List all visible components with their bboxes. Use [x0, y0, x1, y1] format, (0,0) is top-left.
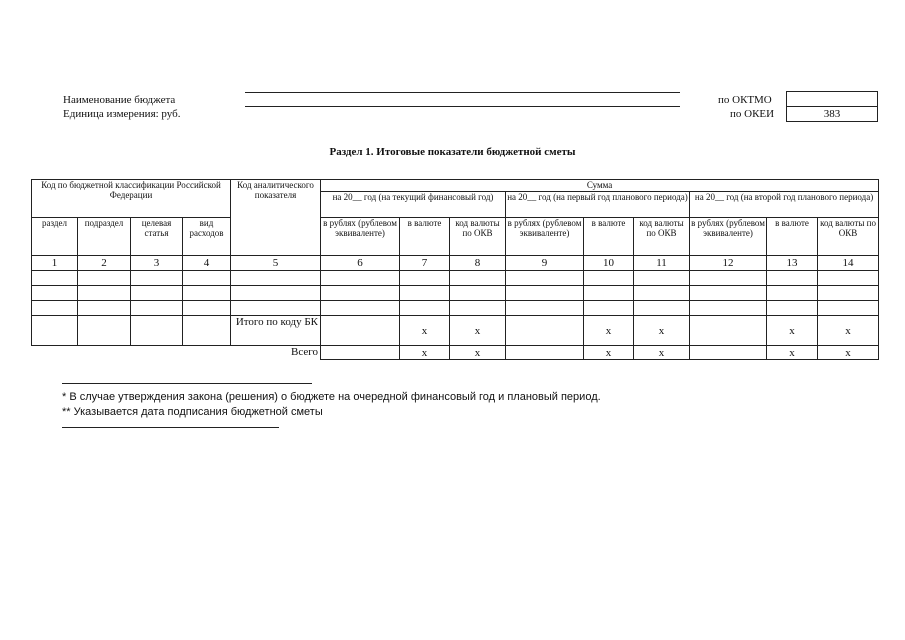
table-cell[interactable]: [131, 316, 183, 346]
header-podrazdel: подраздел: [78, 218, 131, 256]
table-cell[interactable]: [321, 286, 400, 301]
table-cell[interactable]: [321, 271, 400, 286]
table-cell[interactable]: [321, 301, 400, 316]
oktmo-label: по ОКТМО: [718, 94, 772, 106]
header-analytic-code: Код аналитического показателя: [231, 180, 321, 256]
total-by-bk-label: Итого по коду БК: [231, 316, 321, 346]
x-mark: х: [450, 316, 506, 346]
x-mark: х: [818, 346, 879, 360]
table-cell[interactable]: [183, 301, 231, 316]
column-number-row: [32, 256, 879, 271]
table-cell[interactable]: [183, 271, 231, 286]
footnote-2: ** Указывается дата подписания бюджетной сметы: [62, 406, 323, 418]
header-rub-equiv-1: в рублях (рублевом эквиваленте): [321, 218, 400, 256]
table-cell[interactable]: [818, 286, 879, 301]
col-number: 2: [78, 256, 131, 271]
unit-label: Единица измерения: руб.: [63, 108, 181, 120]
table-cell[interactable]: [584, 271, 634, 286]
oktmo-field[interactable]: [786, 91, 878, 107]
col-number: 11: [634, 256, 690, 271]
table-cell[interactable]: [231, 301, 321, 316]
col-number: 8: [450, 256, 506, 271]
footnote-1: * В случае утверждения закона (решения) о бюджете на очередной финансовый год и плановый период.: [62, 391, 601, 403]
signature-date-line: [62, 427, 279, 428]
table-cell[interactable]: [506, 286, 584, 301]
table-cell[interactable]: [690, 346, 767, 360]
x-mark: х: [450, 346, 506, 360]
table-cell[interactable]: [450, 301, 506, 316]
table-cell[interactable]: [183, 286, 231, 301]
table-cell[interactable]: [634, 301, 690, 316]
budget-name-label: Наименование бюджета: [63, 94, 176, 106]
col-number: 9: [506, 256, 584, 271]
header-expense-kind: вид расходов: [183, 218, 231, 256]
x-mark: х: [400, 316, 450, 346]
x-mark: х: [767, 346, 818, 360]
table-cell[interactable]: [183, 316, 231, 346]
table-cell[interactable]: [32, 316, 78, 346]
header-period-1: на 20__ год (на текущий финансовый год): [321, 192, 506, 218]
header-period-3: на 20__ год (на второй год планового периода): [690, 192, 879, 218]
table-row: [32, 286, 879, 301]
table-cell[interactable]: [818, 271, 879, 286]
table-cell[interactable]: [321, 346, 400, 360]
col-number: 12: [690, 256, 767, 271]
okei-label: по ОКЕИ: [730, 108, 775, 120]
header-rub-equiv-2: в рублях (рублевом эквиваленте): [506, 218, 584, 256]
x-mark: х: [634, 316, 690, 346]
col-number: 4: [183, 256, 231, 271]
footnote-separator: [62, 383, 312, 384]
x-mark: х: [584, 346, 634, 360]
table-cell[interactable]: [634, 271, 690, 286]
table-cell[interactable]: [584, 301, 634, 316]
okei-field[interactable]: 383: [786, 106, 878, 122]
header-okv-3: код валюты по ОКВ: [818, 218, 879, 256]
col-number: 1: [32, 256, 78, 271]
table-cell[interactable]: [32, 286, 78, 301]
table-cell[interactable]: [78, 271, 131, 286]
x-mark: х: [400, 346, 450, 360]
header-period-2: на 20__ год (на первый год планового периода): [506, 192, 690, 218]
header-okv-2: код валюты по ОКВ: [634, 218, 690, 256]
table-cell[interactable]: [400, 271, 450, 286]
section-title: Раздел 1. Итоговые показатели бюджетной сметы: [329, 146, 576, 158]
col-number: 7: [400, 256, 450, 271]
table-cell[interactable]: [131, 286, 183, 301]
table-row: [32, 301, 879, 316]
table-cell[interactable]: [506, 301, 584, 316]
table-cell[interactable]: [78, 301, 131, 316]
col-number: 3: [131, 256, 183, 271]
budget-name-line-bottom: [245, 106, 680, 107]
table-cell[interactable]: [690, 286, 767, 301]
header-currency-1: в валюте: [400, 218, 450, 256]
table-cell[interactable]: [131, 271, 183, 286]
table-cell[interactable]: [131, 301, 183, 316]
header-rub-equiv-3: в рублях (рублевом эквиваленте): [690, 218, 767, 256]
table-cell[interactable]: [78, 286, 131, 301]
x-mark: х: [634, 346, 690, 360]
table-cell[interactable]: [767, 271, 818, 286]
header-currency-3: в валюте: [767, 218, 818, 256]
table-cell[interactable]: [32, 301, 78, 316]
header-okv-1: код валюты по ОКВ: [450, 218, 506, 256]
table-cell[interactable]: [231, 286, 321, 301]
header-razdel: раздел: [32, 218, 78, 256]
table-cell[interactable]: [506, 271, 584, 286]
header-currency-2: в валюте: [584, 218, 634, 256]
col-number: 6: [321, 256, 400, 271]
x-mark: х: [818, 316, 879, 346]
table-cell[interactable]: [400, 301, 450, 316]
table-cell[interactable]: [78, 316, 131, 346]
table-cell[interactable]: [634, 286, 690, 301]
table-cell[interactable]: [450, 271, 506, 286]
table-cell[interactable]: [690, 316, 767, 346]
table-cell[interactable]: [690, 271, 767, 286]
grand-total-label: Всего: [32, 346, 321, 360]
table-cell[interactable]: [32, 271, 78, 286]
x-mark: х: [584, 316, 634, 346]
x-mark: х: [767, 316, 818, 346]
header-bk-group: Код по бюджетной классификации Российской Федерации: [32, 180, 231, 218]
table-cell[interactable]: [506, 316, 584, 346]
table-cell[interactable]: [450, 286, 506, 301]
header-target-article: целевая статья: [131, 218, 183, 256]
table-cell[interactable]: [400, 286, 450, 301]
grand-total-row: [32, 346, 879, 360]
table-cell[interactable]: [506, 346, 584, 360]
table-cell[interactable]: [584, 286, 634, 301]
table-cell[interactable]: [767, 301, 818, 316]
budget-name-line-top: [245, 92, 680, 93]
table-cell[interactable]: [818, 301, 879, 316]
table-row: [32, 271, 879, 286]
budget-summary-table: [31, 179, 879, 360]
col-number: 13: [767, 256, 818, 271]
table-cell[interactable]: [767, 286, 818, 301]
table-cell[interactable]: [321, 316, 400, 346]
col-number: 5: [231, 256, 321, 271]
table-cell[interactable]: [231, 271, 321, 286]
table-cell[interactable]: [690, 301, 767, 316]
col-number: 10: [584, 256, 634, 271]
col-number: 14: [818, 256, 879, 271]
header-sum: Сумма: [321, 180, 879, 192]
total-by-bk-row: [32, 316, 879, 346]
